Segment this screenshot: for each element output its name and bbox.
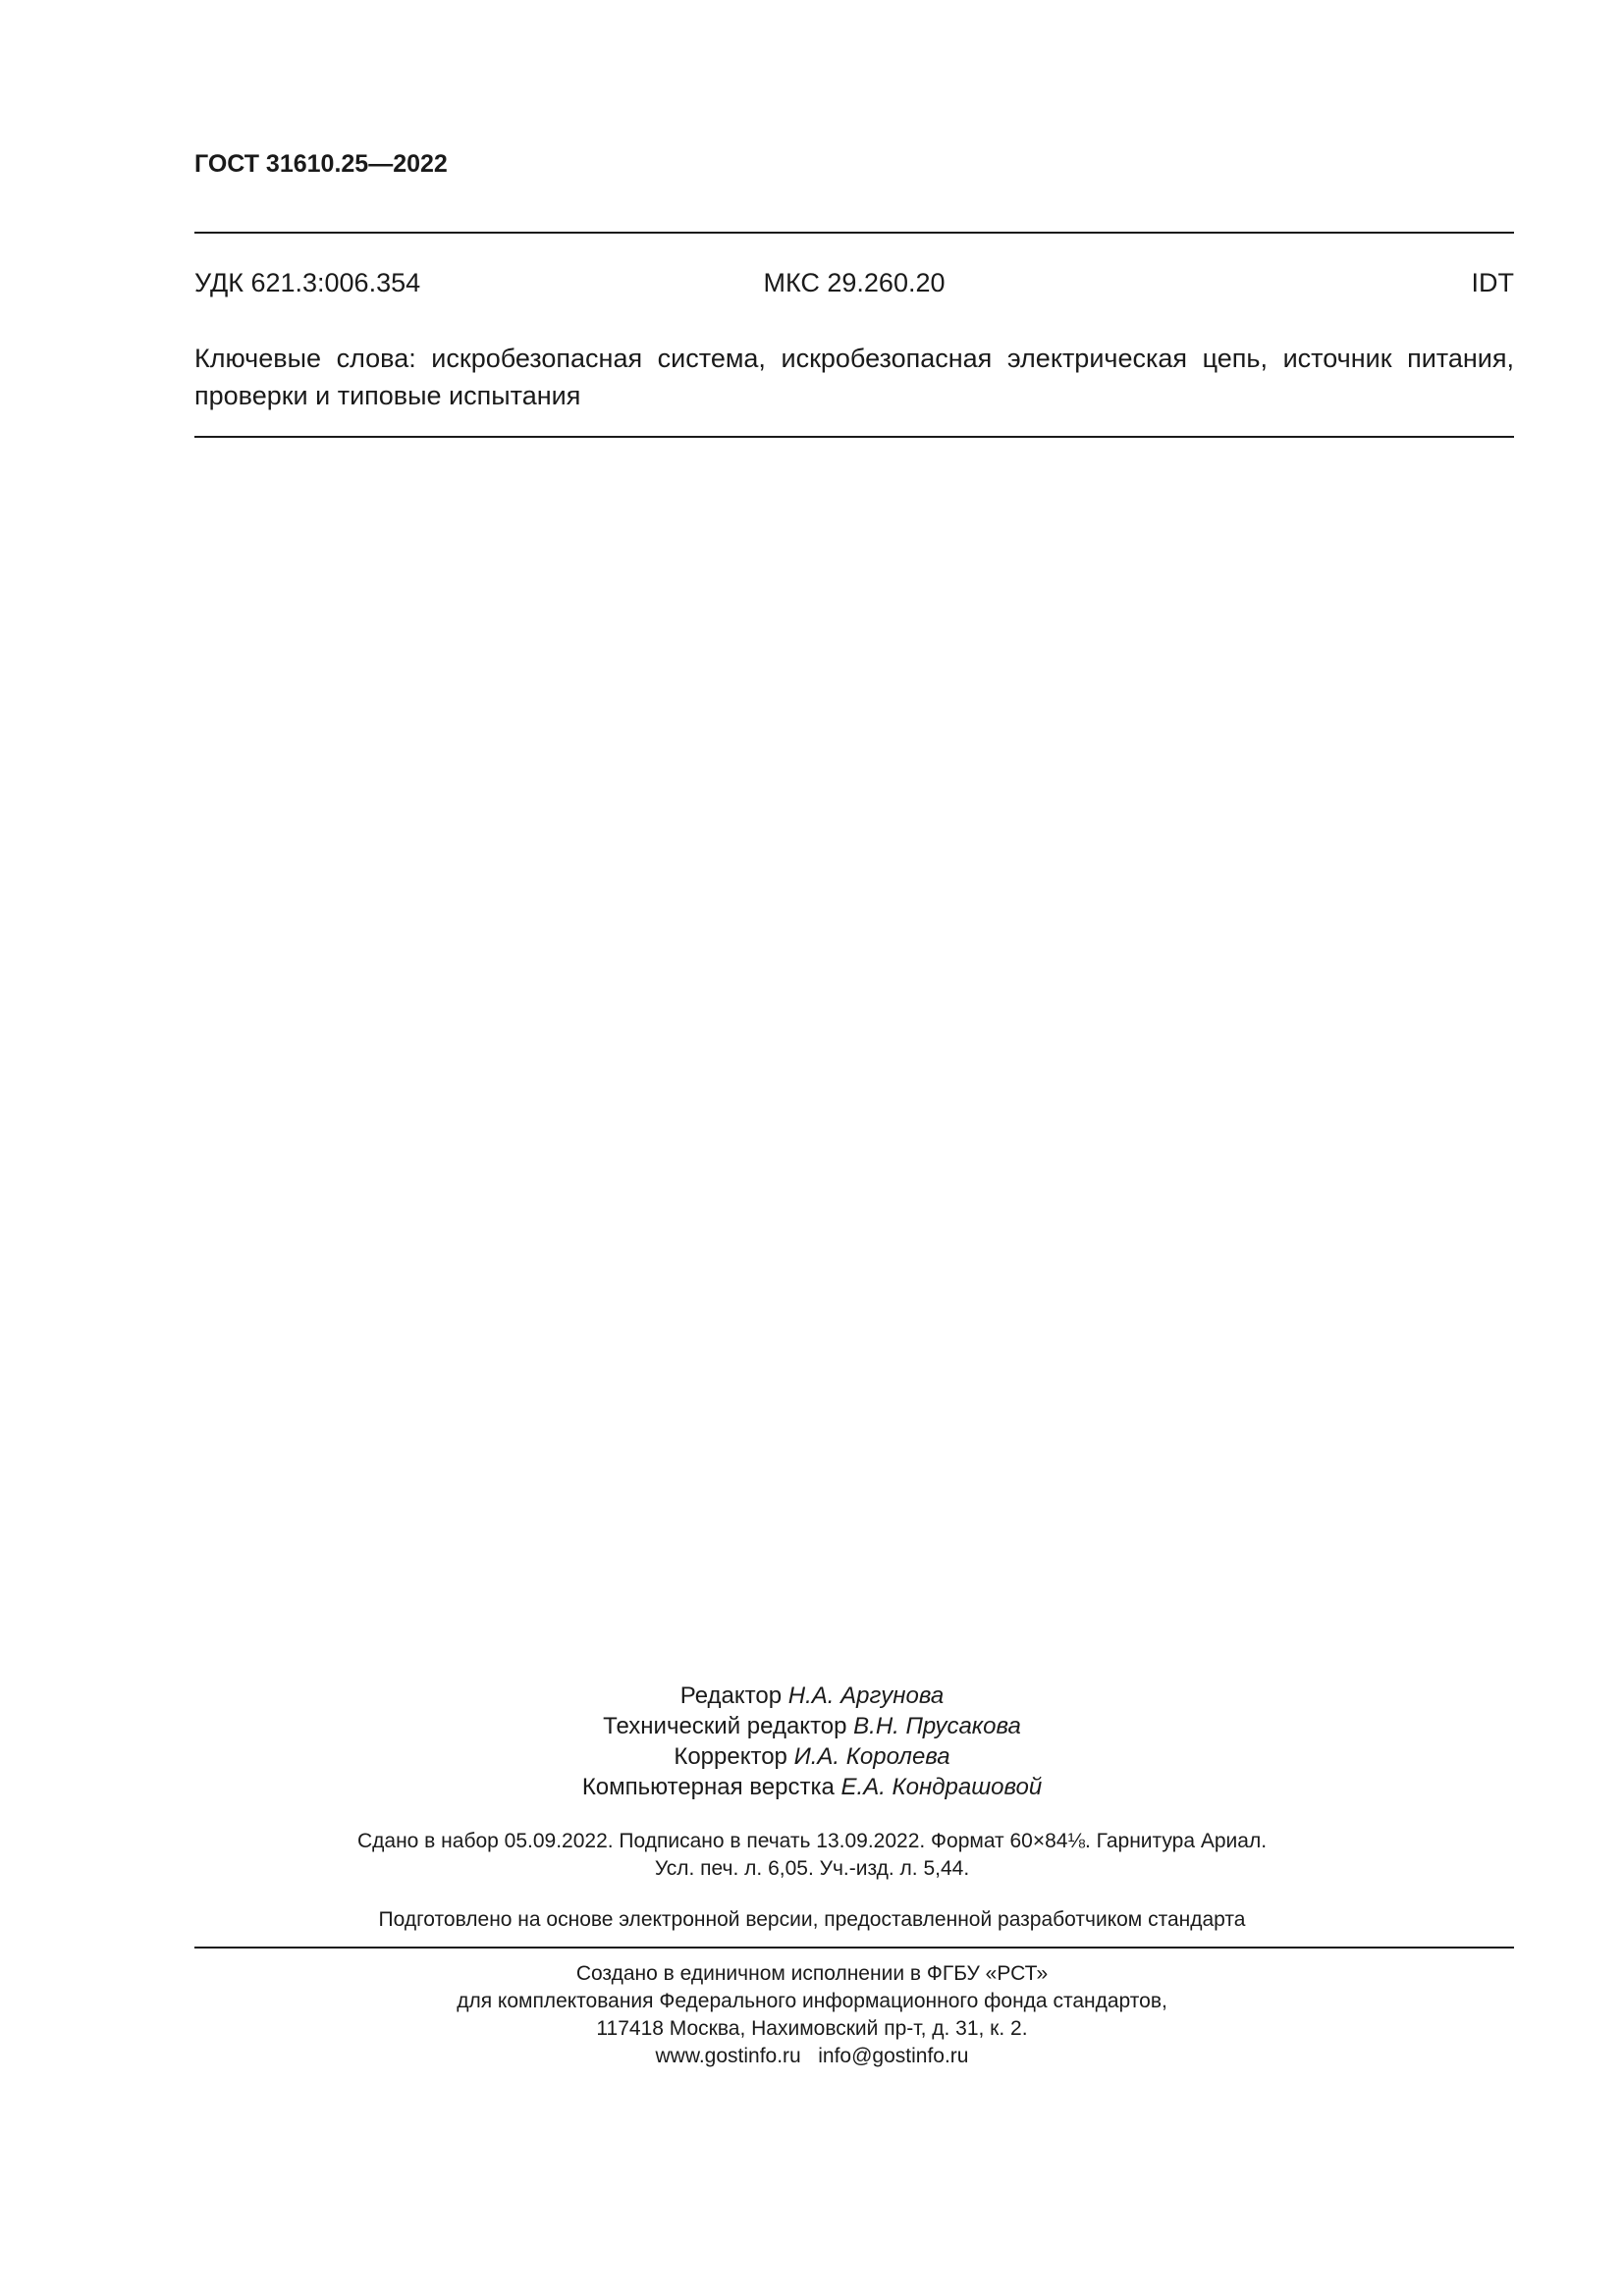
credit-person: Е.А. Кондрашовой [840, 1774, 1043, 1800]
credit-role: Технический редактор [603, 1713, 847, 1739]
equivalence-code: IDT [1471, 268, 1514, 297]
credit-role: Редактор [679, 1682, 783, 1709]
website-link[interactable]: www.gostinfo.ru [655, 2045, 801, 2067]
credit-role: Компьютерная верстка [581, 1774, 835, 1800]
classification-row [194, 267, 1514, 298]
udk-code: УДК 621.3:006.354 [194, 268, 421, 297]
credit-person: В.Н. Прусакова [853, 1713, 1021, 1739]
publisher-line-3: 117418 Москва, Нахимовский пр-т, д. 31, к. 2. [596, 2017, 1028, 2040]
credit-role: Корректор [674, 1743, 787, 1770]
keywords-divider [194, 436, 1514, 438]
credit-corrector [0, 1741, 1624, 1772]
publisher-contacts [0, 2043, 1624, 2070]
print-info-line-2: Усл. печ. л. 6,05. Уч.-изд. л. 5,44. [654, 1857, 970, 1880]
publisher-line-2: для комплектования Федерального информационного фонда стандартов, [457, 1990, 1167, 2012]
credit-tech-editor [0, 1711, 1624, 1741]
document-code: ГОСТ 31610.25—2022 [194, 150, 448, 178]
email-link[interactable]: info@gostinfo.ru [818, 2045, 969, 2067]
top-divider [194, 232, 1514, 234]
credit-editor [0, 1681, 1624, 1711]
print-info-line-1: Сдано в набор 05.09.2022. Подписано в печать 13.09.2022. Формат 60×84⅛. Гарнитура Ариал. [356, 1830, 1268, 1852]
footer-divider [194, 1947, 1514, 1949]
mks-code: МКС 29.260.20 [763, 268, 946, 297]
credit-person: Н.А. Аргунова [787, 1682, 945, 1709]
publisher-line-1: Создано в единичном исполнении в ФГБУ «РСТ» [575, 1962, 1049, 1985]
keywords-text: Ключевые слова: искробезопасная система, искробезопасная электрическая цепь, источник питания, проверки и типовые испытания [194, 344, 1514, 410]
prepared-note: Подготовлено на основе электронной версии, предоставленной разработчиком стандарта [378, 1908, 1246, 1931]
credit-layout [0, 1772, 1624, 1802]
credit-person: И.А. Королева [793, 1743, 950, 1770]
